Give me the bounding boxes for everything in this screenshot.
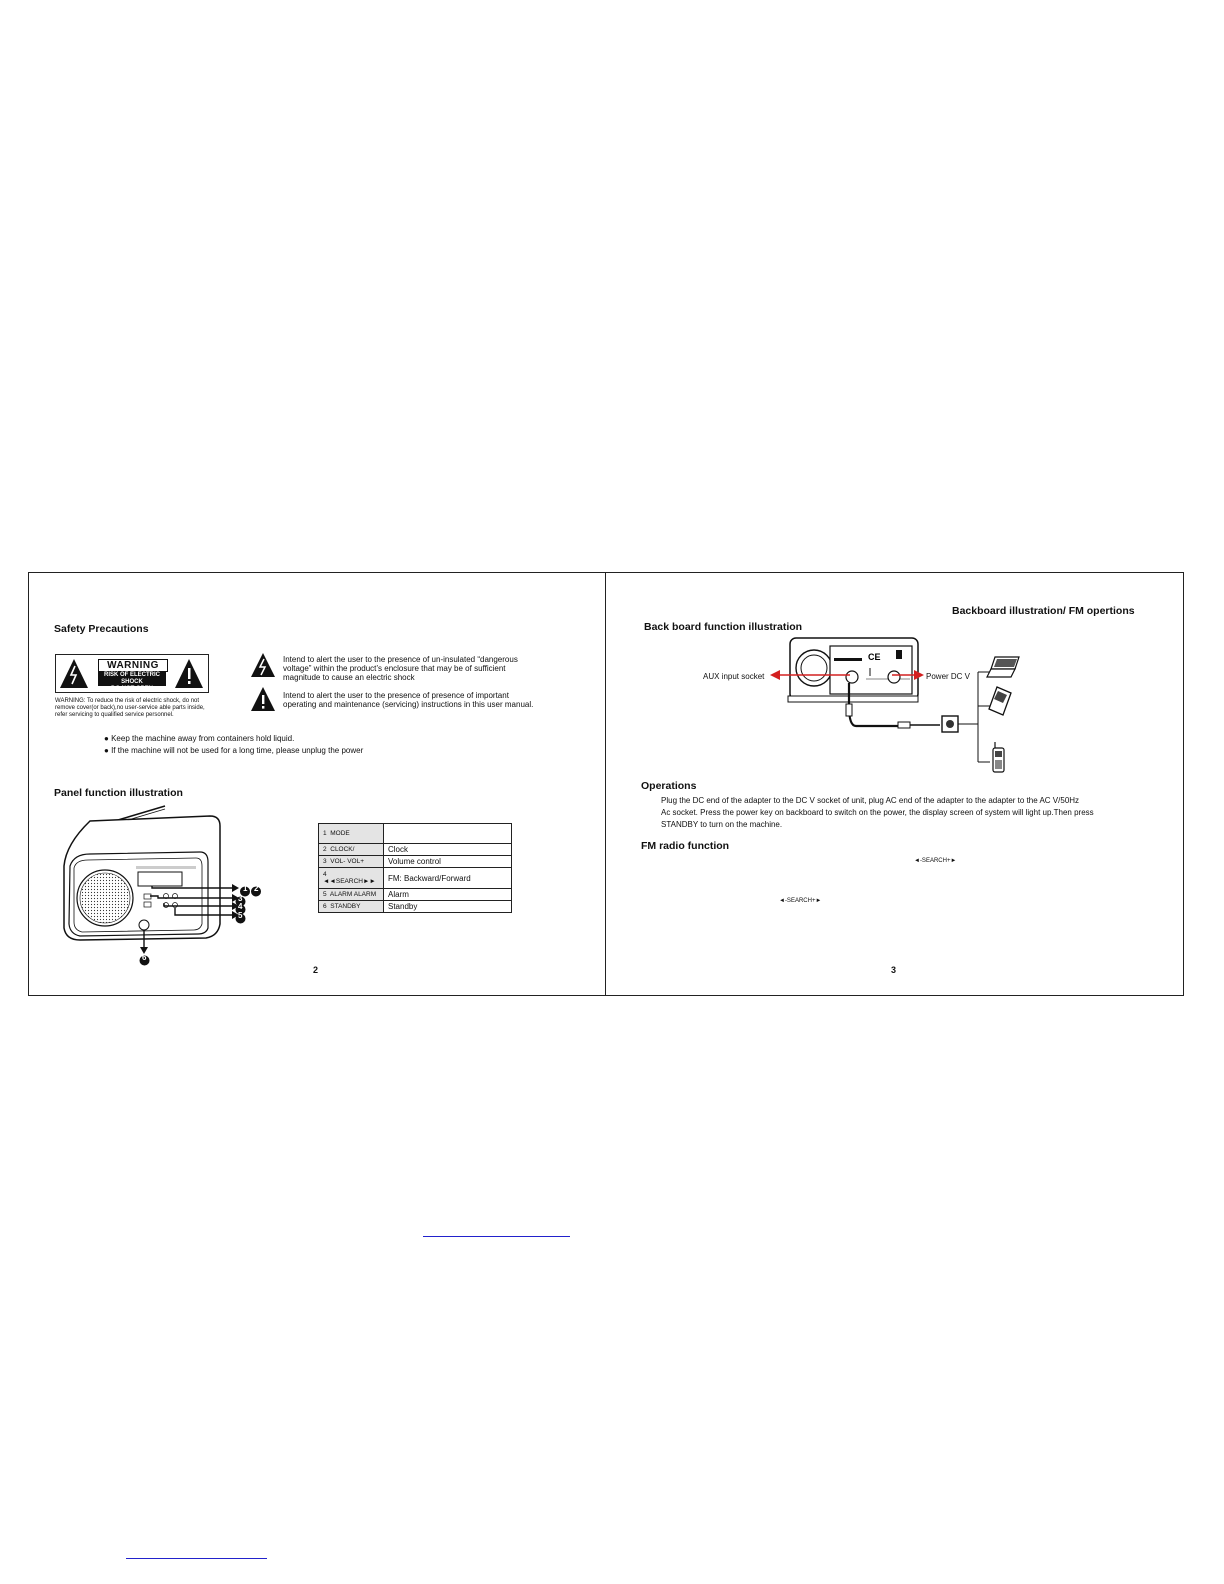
- backboard-header: Backboard illustration/ FM opertions: [952, 605, 1135, 617]
- operations-line3: STANDBY to turn on the machine.: [661, 820, 783, 829]
- warning-label: WARNING: [98, 659, 168, 672]
- radio-front-illustration: [60, 804, 270, 964]
- link-underline-2[interactable]: [126, 1558, 267, 1559]
- power-arrow-icon: [890, 669, 926, 681]
- exclamation-triangle-icon: [250, 686, 276, 712]
- table-cell-key: 5 ALARM ALARM: [319, 889, 384, 901]
- operations-line2: Ac socket. Press the power key on backboard to switch on the power, the display screen of system will light up.Then press: [661, 808, 1094, 817]
- operations-title: Operations: [641, 780, 697, 792]
- search-label-1: ◄-SEARCH+►: [914, 858, 957, 864]
- table-cell-key: 2 CLOCK/: [319, 844, 384, 856]
- bullet-item-unplug: [104, 746, 363, 755]
- table-cell-desc: FM: Backward/Forward: [384, 868, 512, 889]
- bullet-item-liquid: [104, 734, 294, 743]
- table-row: [319, 889, 512, 901]
- alert1-line1: Intend to alert the user to the presence of un-insulated “dangerous: [283, 655, 518, 664]
- search-label-2: ◄-SEARCH+►: [779, 898, 822, 904]
- warning-text: [55, 698, 245, 719]
- callout-label-2: 2: [254, 884, 259, 893]
- operations-text: [661, 795, 1151, 831]
- panel-function-table: [318, 823, 512, 913]
- table-cell-key: 3 VOL- VOL+: [319, 856, 384, 868]
- callout-label-3: 3: [238, 894, 243, 903]
- aux-input-label: AUX input socket: [703, 672, 765, 681]
- alert-important-instructions: [283, 691, 583, 709]
- backboard-title: Back board function illustration: [644, 621, 803, 633]
- warning-text-line1: WARNING: To reduce the risk of electric shock, do not: [55, 698, 200, 704]
- operations-line1: Plug the DC end of the adapter to the DC V socket of unit, plug AC end of the adapter to the adapter to the AC V/50Hz: [661, 796, 1080, 805]
- table-cell-desc: Standby: [384, 901, 512, 913]
- lightning-triangle-icon: [250, 652, 276, 678]
- callout-label-6: 6: [142, 953, 147, 962]
- callout-label-4: 4: [238, 902, 243, 911]
- callout-label-1: 1: [243, 884, 248, 893]
- bullet-icon: ●: [104, 734, 109, 743]
- page-number-right: 3: [891, 965, 897, 975]
- svg-text:CE: CE: [868, 652, 881, 662]
- aux-arrow-icon: [768, 669, 858, 681]
- alert2-line1: Intend to alert the user to the presence of presence of important: [283, 691, 509, 700]
- table-cell-desc: Volume control: [384, 856, 512, 868]
- page-divider: [605, 572, 606, 996]
- safety-precautions-title: Safety Precautions: [54, 623, 149, 635]
- laptop-icon: [985, 655, 1023, 679]
- mp3-player-icon: [985, 685, 1015, 717]
- table-cell-key: 6 STANDBY: [319, 901, 384, 913]
- alert1-line2: voltage” within the product’s enclosure that may be of sufficient: [283, 664, 506, 673]
- table-cell-desc: Clock: [384, 844, 512, 856]
- table-row: [319, 856, 512, 868]
- table-cell-desc: [384, 824, 512, 844]
- table-row: [319, 901, 512, 913]
- warning-sub-line2: DO NOT OPEN: [110, 686, 153, 692]
- warning-text-line2: remove cover(or back),no user-service able parts inside,: [55, 705, 205, 711]
- bullet-text-unplug: If the machine will not be used for a long time, please unplug the power: [111, 746, 364, 755]
- mobile-phone-icon: [987, 740, 1007, 774]
- page-number-left: 2: [313, 965, 319, 975]
- warning-box: [55, 654, 209, 693]
- link-underline-1[interactable]: [423, 1236, 570, 1237]
- table-cell-desc: Alarm: [384, 889, 512, 901]
- table-cell-key: 1 MODE: [319, 824, 384, 844]
- table-row: [319, 868, 512, 889]
- panel-function-title: Panel function illustration: [54, 787, 183, 799]
- table-cell-key: 4 ◄◄SEARCH►►: [319, 868, 384, 889]
- alert2-line2: operating and maintenance (servicing) instructions in this user manual.: [283, 700, 534, 709]
- alert-dangerous-voltage: [283, 655, 583, 682]
- bullet-text-liquid: Keep the machine away from containers hold liquid.: [111, 734, 295, 743]
- callout-label-5: 5: [238, 911, 243, 920]
- bullet-icon: ●: [104, 746, 109, 755]
- warning-text-line3: refer servicing to qualified service personnel.: [55, 712, 174, 718]
- table-row: [319, 824, 512, 844]
- warning-sub-line1: RISK OF ELECTRIC SHOCK: [103, 672, 160, 685]
- alert1-line3: magnitude to cause an electric shock: [283, 673, 415, 682]
- fm-radio-title: FM radio function: [641, 840, 730, 852]
- table-row: [319, 844, 512, 856]
- warning-sub: [98, 672, 166, 692]
- power-dc-label: Power DC V: [926, 672, 971, 681]
